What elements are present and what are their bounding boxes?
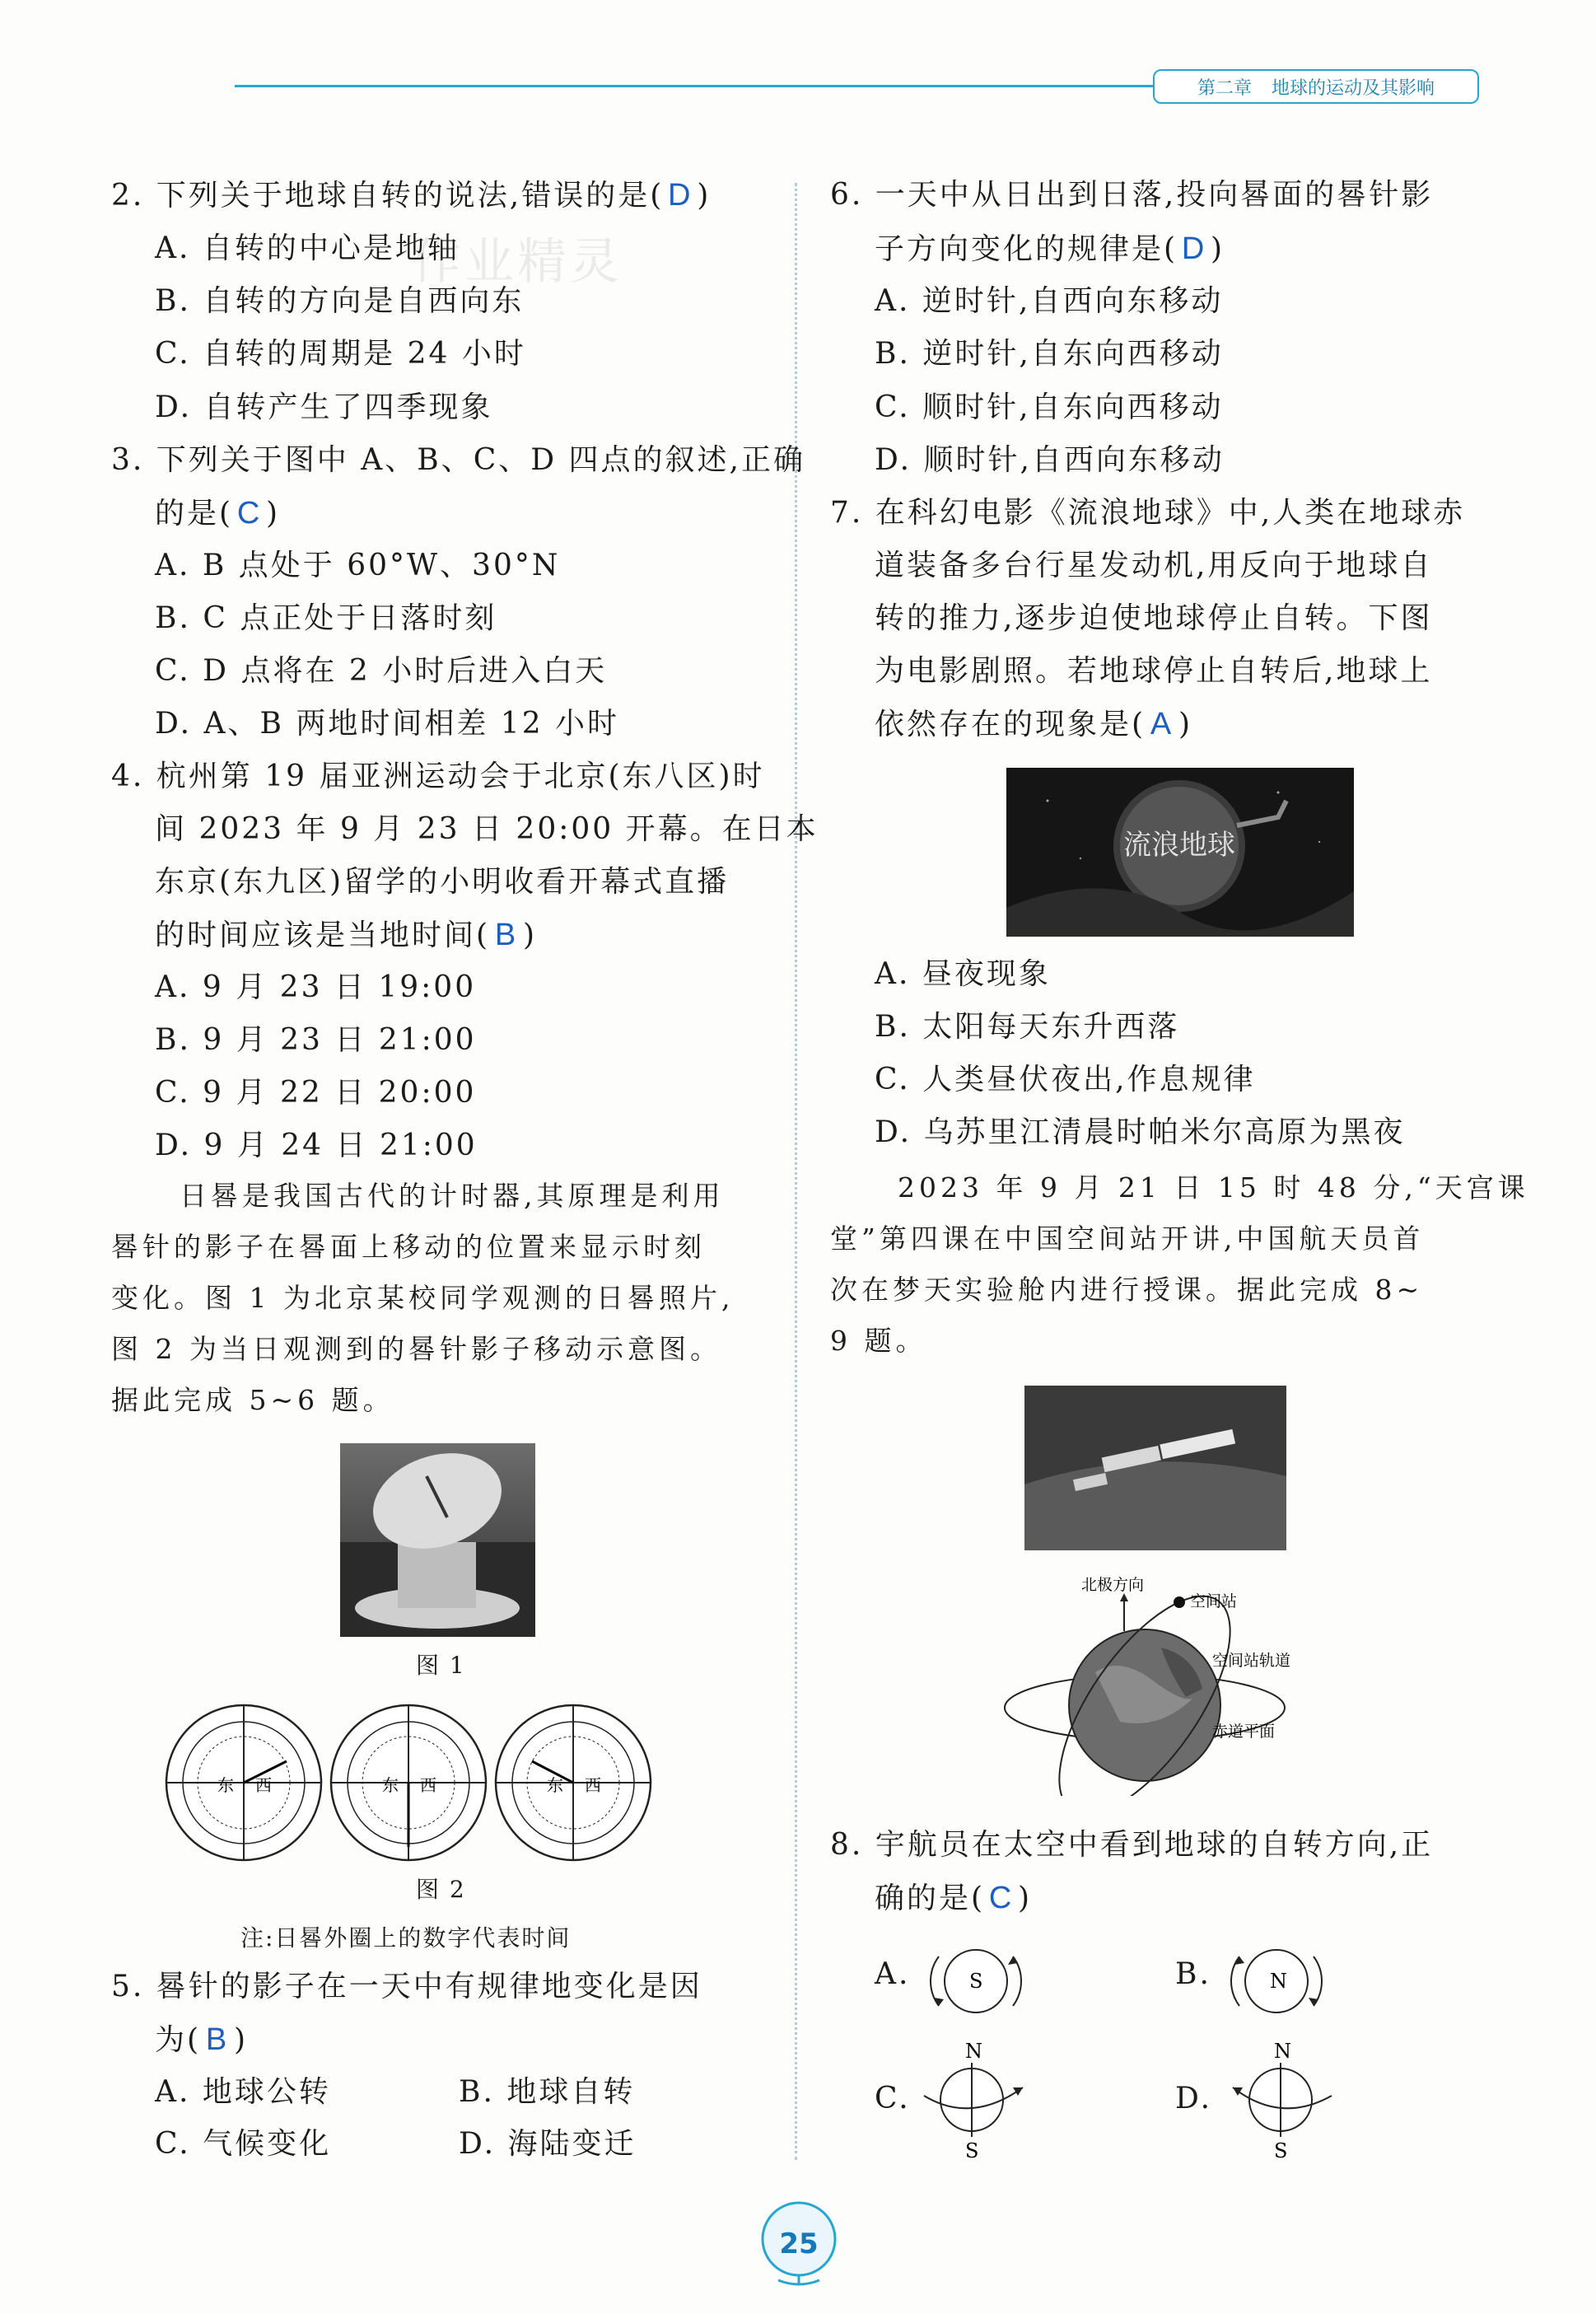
dial-2-east: 东: [382, 1775, 399, 1795]
orbit-label: 空间站轨道: [1212, 1652, 1291, 1670]
q5-option-d: D. 海陆变迁: [459, 2127, 637, 2161]
intro-8-9-line2: 堂”第四课在中国空间站开讲,中国航天员首: [830, 1222, 1425, 1255]
question-5-line1: 5. 晷针的影子在一天中有规律地变化是因: [111, 1970, 702, 2003]
q3-option-b: B. C 点正处于日落时刻: [155, 601, 497, 635]
answer-3: C: [236, 496, 263, 531]
sundial-dial-3: [496, 1705, 651, 1860]
q7-option-d: D. 乌苏里江清晨时帕米尔高原为黑夜: [875, 1115, 1406, 1149]
pole-label-d-bottom: S: [1274, 2139, 1288, 2162]
intro-5-6-line1: 日晷是我国古代的计时器,其原理是利用: [180, 1180, 725, 1212]
q4-option-a: A. 9 月 23 日 19:00: [155, 970, 477, 1004]
paren-close: ): [1211, 232, 1225, 266]
pole-label-a: S: [969, 1970, 983, 1993]
q2-option-d: D. 自转产生了四季现象: [155, 390, 493, 424]
figure-2-caption: 图 2: [416, 1876, 466, 1903]
question-3-line1: 3. 下列关于图中 A、B、C、D 四点的叙述,正确: [111, 443, 805, 477]
movie-still-graphic: [1006, 768, 1354, 937]
chapter-title: 地球的运动及其影响: [1272, 77, 1435, 99]
dial-3-east: 东: [547, 1775, 563, 1795]
paren-close: ): [697, 179, 712, 213]
wandering-earth-still: [1006, 768, 1354, 937]
q8-option-b-letter: B.: [1175, 1957, 1211, 1991]
q3-option-c: C. D 点将在 2 小时后进入白天: [155, 654, 608, 688]
q7-option-a: A. 昼夜现象: [875, 957, 1051, 991]
question-7-line4: 为电影剧照。若地球停止自转后,地球上: [875, 654, 1433, 688]
sundial-note: 注:日晷外圈上的数字代表时间: [240, 1924, 572, 1952]
space-station-graphic: [1024, 1386, 1286, 1550]
earth-orbit-diagram: [996, 1573, 1342, 1796]
q8-option-c-letter: C.: [875, 2082, 911, 2115]
answer-8: C: [988, 1881, 1015, 1915]
q6-option-b: B. 逆时针,自东向西移动: [875, 337, 1224, 371]
rotation-option-d: [1225, 2038, 1340, 2162]
q5-option-c: C. 气候变化: [155, 2127, 332, 2161]
space-station-label: 空间站: [1190, 1592, 1238, 1610]
question-4-line4: [155, 909, 537, 962]
intro-8-9-line3: 次在梦天实验舱内进行授课。据此完成 8~: [830, 1274, 1424, 1306]
question-6-line1: 6. 一天中从日出到日落,投向晷面的晷针影: [830, 178, 1434, 212]
intro-8-9-line1: 2023 年 9 月 21 日 15 时 48 分,“天宫课: [898, 1171, 1529, 1204]
dial-1-west: 西: [255, 1775, 272, 1795]
space-station-photo: [1024, 1386, 1286, 1550]
dial-1-east: 东: [217, 1775, 234, 1795]
q7-option-b: B. 太阳每天东升西落: [875, 1010, 1180, 1044]
question-2: [111, 169, 711, 222]
paren-close: ): [234, 2023, 249, 2057]
q6-option-c: C. 顺时针,自东向西移动: [875, 390, 1224, 424]
question-7-line1: 7. 在科幻电影《流浪地球》中,人类在地球赤: [830, 496, 1466, 530]
paren-close: ): [1178, 708, 1193, 741]
answer-2: D: [668, 178, 693, 213]
question-5-line2: [155, 2013, 248, 2067]
paren-close: ): [523, 919, 538, 952]
intro-5-6-line2: 晷针的影子在晷面上移动的位置来显示时刻: [111, 1231, 706, 1263]
sundial-dial-2: [331, 1705, 486, 1860]
pole-label-c-top: N: [965, 2040, 982, 2063]
sundial-photo: [340, 1443, 535, 1637]
north-direction-label: 北极方向: [1081, 1576, 1145, 1594]
intro-8-9-line4: 9 题。: [830, 1325, 927, 1357]
watermark: 作业精灵: [412, 233, 623, 291]
q3-option-d: D. A、B 两地时间相差 12 小时: [155, 707, 620, 741]
q7-option-c: C. 人类昼伏夜出,作息规律: [875, 1063, 1256, 1096]
chapter-number: 第二章: [1197, 77, 1252, 99]
rotation-option-a: [924, 1940, 1031, 2022]
figure-1-caption: 图 1: [416, 1652, 466, 1679]
q5-option-b: B. 地球自转: [459, 2075, 636, 2109]
movie-title: 流浪地球: [1123, 829, 1235, 862]
question-2-stem: 2. 下列关于地球自转的说法,错误的是(: [111, 179, 665, 213]
sundial-photo-graphic: [340, 1443, 535, 1637]
answer-5: B: [205, 2022, 230, 2057]
intro-5-6-line5: 据此完成 5~6 题。: [111, 1384, 394, 1416]
rotation-option-b: [1225, 1940, 1332, 2022]
intro-5-6-line3: 变化。图 1 为北京某校同学观测的日晷照片,: [111, 1282, 735, 1314]
q2-option-c: C. 自转的周期是 24 小时: [155, 337, 526, 371]
dial-3-west: 西: [585, 1775, 601, 1795]
question-3-stem: 的是(: [155, 497, 234, 531]
pole-label-c-bottom: S: [965, 2139, 979, 2162]
q8-option-d-letter: D.: [1175, 2082, 1213, 2115]
pole-label-d-top: N: [1274, 2040, 1291, 2063]
question-8-stem: 确的是(: [875, 1882, 986, 1915]
paren-close: ): [1018, 1882, 1033, 1915]
question-7-stem: 依然存在的现象是(: [875, 708, 1146, 741]
q6-option-a: A. 逆时针,自西向东移动: [875, 284, 1224, 318]
question-6-stem: 子方向变化的规律是(: [875, 232, 1178, 266]
question-8-line1: 8. 宇航员在太空中看到地球的自转方向,正: [830, 1828, 1434, 1862]
question-4-line2: 间 2023 年 9 月 23 日 20:00 开幕。在日本: [155, 812, 819, 846]
sundial-diagram: [163, 1702, 657, 1863]
page-number: 25: [779, 2228, 819, 2260]
rotation-option-c: [916, 2038, 1031, 2162]
question-8-line2: [875, 1872, 1032, 1925]
question-7-line2: 道装备多台行星发动机,用反向于地球自: [875, 549, 1433, 582]
answer-4: B: [494, 918, 519, 952]
question-7-line5: [875, 698, 1192, 751]
question-7-line3: 转的推力,逐步迫使地球停止自转。下图: [875, 601, 1433, 635]
question-4-line3: 东京(东九区)留学的小明收看开幕式直播: [155, 865, 730, 899]
pole-label-b: N: [1270, 1970, 1287, 1993]
equator-plane-label: 赤道平面: [1212, 1723, 1276, 1741]
question-5-stem: 为(: [155, 2023, 202, 2057]
question-4-stem: 的时间应该是当地时间(: [155, 919, 491, 952]
q3-option-a: A. B 点处于 60°W、30°N: [155, 549, 561, 582]
answer-7: A: [1150, 707, 1174, 741]
q4-option-d: D. 9 月 24 日 21:00: [155, 1129, 478, 1162]
q4-option-b: B. 9 月 23 日 21:00: [155, 1023, 477, 1057]
question-4-line1: 4. 杭州第 19 届亚洲运动会于北京(东八区)时: [111, 760, 765, 793]
q8-option-a-letter: A.: [875, 1957, 911, 1991]
question-6-line2: [875, 222, 1225, 276]
q2-option-a: A. 自转的中心是地轴: [155, 231, 460, 265]
header-rule: [235, 85, 1161, 87]
paren-close: ): [266, 497, 281, 531]
q4-option-c: C. 9 月 22 日 20:00: [155, 1076, 477, 1110]
chapter-header: [1153, 69, 1479, 104]
question-3-line2: [155, 487, 280, 540]
sundial-dial-1: [166, 1705, 321, 1860]
dial-2-west: 西: [420, 1775, 436, 1795]
q5-option-a: A. 地球公转: [155, 2075, 331, 2109]
q6-option-d: D. 顺时针,自西向东移动: [875, 443, 1225, 477]
intro-5-6-line4: 图 2 为当日观测到的晷针影子移动示意图。: [111, 1333, 721, 1365]
q2-option-b: B. 自转的方向是自西向东: [155, 284, 525, 318]
answer-6: D: [1181, 231, 1207, 266]
